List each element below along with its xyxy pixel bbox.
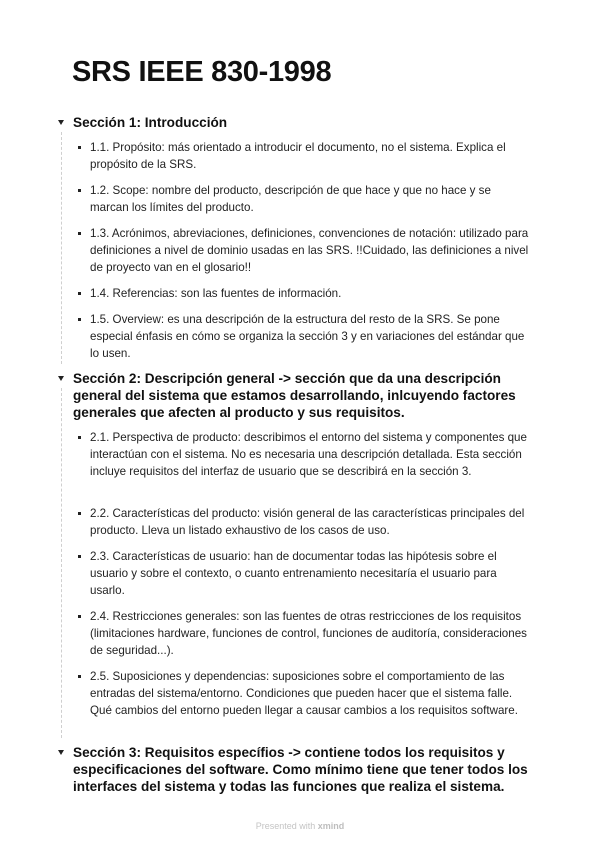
bullet-icon [78,292,81,295]
list-item-text: 1.2. Scope: nombre del producto, descripción de que hace y que no hace y se marcan los límites del producto. [90,184,491,214]
section-1-heading-text: Sección 1: Introducción [73,115,228,130]
presented-with-footer [0,821,600,831]
section-2-guide-line [61,388,62,738]
list-item [90,139,530,173]
bullet-icon [78,512,81,515]
list-item-text: 1.1. Propósito: más orientado a introducir el documento, no el sistema. Explica el propósito de la SRS. [90,141,506,171]
section-2-heading[interactable] [0,370,600,421]
section-2 [0,370,600,421]
xmind-logo: xmind [317,821,345,831]
page-title: SRS IEEE 830-1998 [72,56,332,88]
collapse-caret-icon[interactable] [58,120,64,125]
list-item [90,429,530,480]
list-item [90,182,530,216]
bullet-icon [78,189,81,192]
list-item [90,311,530,362]
list-item-text: 2.2. Características del producto: visión general de las características principales del producto. Lleva un listado exhaustivo de los casos de uso. [90,507,525,537]
section-3 [0,744,600,795]
section-3-heading[interactable] [0,744,600,795]
list-item-text: 1.5. Overview: es una descripción de la estructura del resto de la SRS. Se pone especial énfasis en cómo se organiza la sección 3 y en variaciones del estándar que lo usen. [90,313,525,360]
bullet-icon [78,232,81,235]
section-1-heading[interactable] [0,114,600,131]
section-1-guide-line [61,132,62,364]
list-item-text: 1.3. Acrónimos, abreviaciones, definiciones, convenciones de notación: utilizado para definiciones a nivel de dominio usadas en las SRS. !!Cuidado, las definiciones a nivel de proyecto van en el glosario!! [90,227,529,274]
bullet-icon [78,555,81,558]
bullet-icon [78,146,81,149]
list-item [90,225,530,276]
section-1 [0,114,600,131]
section-3-heading-text: Sección 3: Requisitos específios -> contiene todos los requisitos y especificaciones del software. Como mínimo tiene que tener todos los interfaces del sistema y todas las funciones que realiza el sistema. [73,745,528,794]
list-item-text: 2.3. Características de usuario: han de documentar todas las hipótesis sobre el usuario y sobre el contexto, o cuanto entrenamiento necesitaría el usuario para usarlo. [90,550,497,597]
list-item [90,285,530,302]
list-item [90,668,530,719]
list-item [90,548,530,599]
collapse-caret-icon[interactable] [58,376,64,381]
list-item-text: 1.4. Referencias: son las fuentes de información. [90,287,342,300]
bullet-icon [78,318,81,321]
collapse-caret-icon[interactable] [58,750,64,755]
list-item [90,505,530,539]
bullet-icon [78,436,81,439]
list-item [90,608,530,659]
section-2-heading-text: Sección 2: Descripción general -> sección que da una descripción general del sistema que estamos desarrollando, inlcuyendo factores generales que afecten al producto y sus requisitos. [73,371,516,420]
bullet-icon [78,615,81,618]
list-item-text: 2.1. Perspectiva de producto: describimos el entorno del sistema y componentes que interactúan con el sistema. No es necesaria una descripción detallada. Esta sección incluye requisitos del interfaz de usuario que se describirá en la sección 3. [90,431,527,478]
list-item-text: 2.5. Suposiciones y dependencias: suposiciones sobre el comportamiento de las entradas del sistema/entorno. Condiciones que pueden hacer que el sistema falle. Qué cambios del entorno pueden llegar a causar cambios a los requisitos software. [90,670,518,717]
bullet-icon [78,675,81,678]
list-item-text: 2.4. Restricciones generales: son las fuentes de otras restricciones de los requisitos (limitaciones hardware, funciones de control, funciones de auditoría, consideraciones de seguridad...). [90,610,527,657]
footer-prefix: Presented with [255,821,316,831]
